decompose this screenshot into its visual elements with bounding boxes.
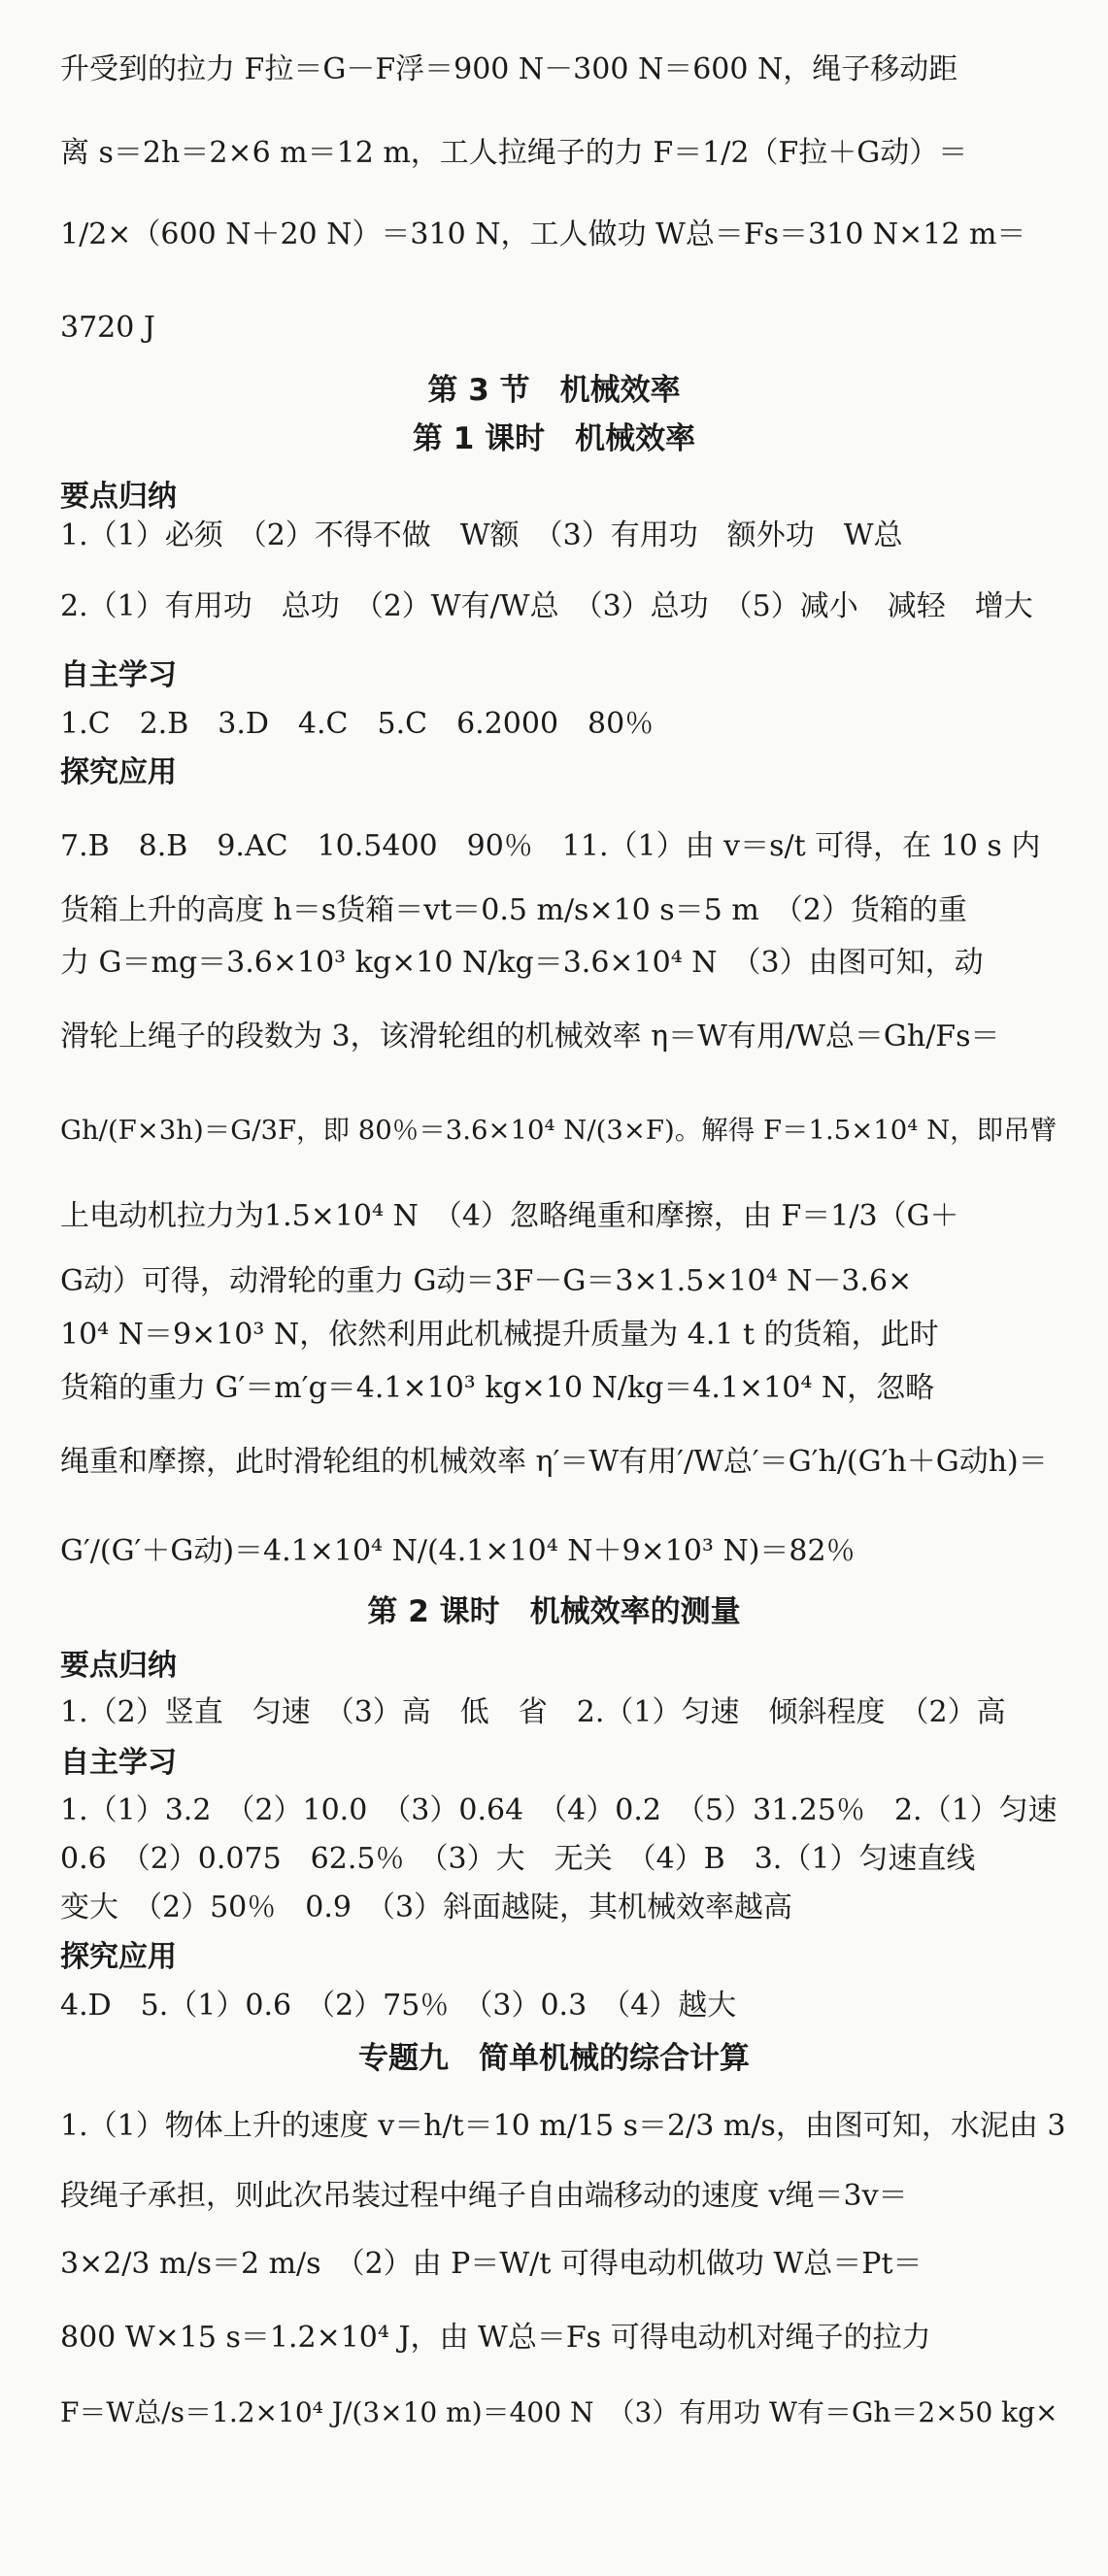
text-line: 800 W×15 s＝1.2×10⁴ J，由 W总＝Fs 可得电动机对绳子的拉力	[60, 2321, 931, 2355]
text-line: G动）可得，动滑轮的重力 G动＝3F－G＝3×1.5×10⁴ N－3.6×	[60, 1264, 913, 1298]
section-heading: 自主学习	[60, 1746, 177, 1780]
section-heading: 探究应用	[60, 1940, 177, 1974]
section-heading: 自主学习	[60, 658, 177, 692]
text-line: 0.6 （2）0.075 62.5％ （3）大 无关 （4）B 3.（1）匀速直线	[60, 1842, 976, 1876]
text-line: 上电动机拉力为1.5×10⁴ N （4）忽略绳重和摩擦，由 F＝1/3（G＋	[60, 1199, 959, 1233]
text-line: 1.（1）物体上升的速度 v＝h/t＝10 m/15 s＝2/3 m/s，由图可知，水泥由 3	[60, 2109, 1066, 2143]
section-title: 第 3 节 机械效率	[427, 373, 681, 408]
text-line: 4.D 5.（1）0.6 （2）75％ （3）0.3 （4）越大	[60, 1989, 737, 2023]
text-line: 货箱上升的高度 h＝s货箱＝vt＝0.5 m/s×10 s＝5 m （2）货箱的重	[60, 893, 967, 927]
text-line: 3720 J	[60, 311, 155, 345]
lesson-title: 第 2 课时 机械效率的测量	[367, 1594, 741, 1629]
section-heading: 探究应用	[60, 755, 177, 789]
text-line: 1/2×（600 N＋20 N）＝310 N，工人做功 W总＝Fs＝310 N×12 m＝	[60, 217, 1026, 251]
text-line: 滑轮上绳子的段数为 3，该滑轮组的机械效率 η＝W有用/W总＝Gh/Fs＝	[60, 1020, 1000, 1054]
text-line: 1.（1）3.2 （2）10.0 （3）0.64 （4）0.2 （5）31.25％ 2.（1）匀速	[60, 1793, 1058, 1827]
lesson-title: 第 1 课时 机械效率	[412, 421, 696, 456]
text-line: Gh/(F×3h)＝G/3F，即 80％＝3.6×10⁴ N/(3×F)。解得 F＝1.5×10⁴ N，即吊臂	[60, 1115, 1058, 1146]
text-line: 段绳子承担，则此次吊装过程中绳子自由端移动的速度 v绳＝3v＝	[60, 2179, 908, 2213]
section-heading: 要点归纳	[60, 480, 177, 514]
text-line: 1.C 2.B 3.D 4.C 5.C 6.2000 80％	[60, 707, 655, 741]
text-line: 货箱的重力 G′＝m′g＝4.1×10³ kg×10 N/kg＝4.1×10⁴ N，忽略	[60, 1371, 935, 1405]
text-line: 2.（1）有用功 总功 （2）W有/W总 （3）总功 （5）减小 减轻 增大	[60, 589, 1033, 623]
text-line: 绳重和摩擦，此时滑轮组的机械效率 η′＝W有用′/W总′＝G′h/(G′h＋G动h)＝	[60, 1445, 1048, 1479]
text-line: 1.（1）必须 （2）不得不做 W额 （3）有用功 额外功 W总	[60, 519, 903, 552]
text-line: 1.（2）竖直 匀速 （3）高 低 省 2.（1）匀速 倾斜程度 （2）高	[60, 1695, 1006, 1729]
text-line: 力 G＝mg＝3.6×10³ kg×10 N/kg＝3.6×10⁴ N （3）由图可知，动	[60, 946, 984, 980]
text-line: 10⁴ N＝9×10³ N，依然利用此机械提升质量为 4.1 t 的货箱，此时	[60, 1318, 939, 1352]
text-line: 离 s＝2h＝2×6 m＝12 m，工人拉绳子的力 F＝1/2（F拉＋G动）＝	[60, 136, 968, 170]
text-line: 3×2/3 m/s＝2 m/s （2）由 P＝W/t 可得电动机做功 W总＝Pt＝	[60, 2247, 923, 2281]
text-line: F＝W总/s＝1.2×10⁴ J/(3×10 m)＝400 N （3）有用功 W有＝Gh＝2×50 kg×	[60, 2396, 1058, 2428]
section-heading: 要点归纳	[60, 1649, 177, 1683]
text-line: 升受到的拉力 F拉＝G－F浮＝900 N－300 N＝600 N，绳子移动距	[60, 52, 958, 86]
topic-title: 专题九 简单机械的综合计算	[358, 2041, 750, 2076]
text-line: G′/(G′＋G动)＝4.1×10⁴ N/(4.1×10⁴ N＋9×10³ N)＝82％	[60, 1534, 856, 1568]
text-line: 变大 （2）50％ 0.9 （3）斜面越陡，其机械效率越高	[60, 1890, 793, 1924]
text-line: 7.B 8.B 9.AC 10.5400 90％ 11.（1）由 v＝s/t 可得，在 10 s 内	[60, 829, 1041, 863]
